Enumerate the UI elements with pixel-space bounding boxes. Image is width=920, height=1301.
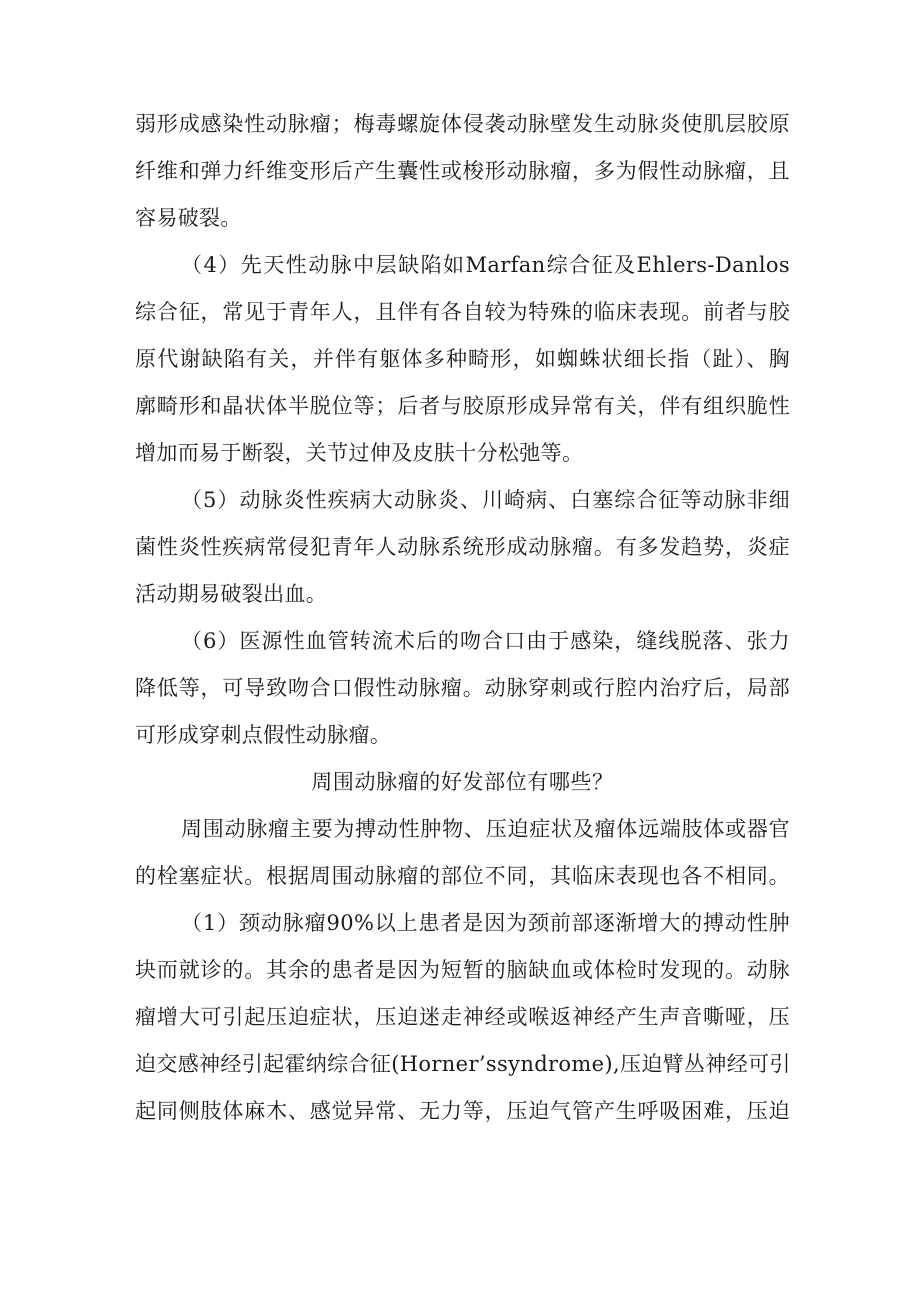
paragraph-6-line-1: （1）颈动脉瘤90%以上患者是因为颈前部逐渐增大的搏动性肿 xyxy=(181,911,790,935)
paragraph-1-line-3: 容易破裂。 xyxy=(135,206,242,230)
paragraph-6-line-4: 迫交感神经引起霍纳综合征(Horner’ssyndrome),压迫臂丛神经可引 xyxy=(135,1052,791,1076)
paragraph-1-line-2: 纤维和弹力纤维变形后产生囊性或梭形动脉瘤，多为假性动脉瘤，且 xyxy=(135,159,790,183)
paragraph-6-line-3: 瘤增大可引起压迫症状，压迫迷走神经或喉返神经产生声音嘶哑，压 xyxy=(135,1005,790,1029)
paragraph-2-line-2: 综合征，常见于青年人，且伴有各自较为特殊的临床表现。前者与胶 xyxy=(135,300,790,324)
paragraph-4-line-3: 可形成穿刺点假性动脉瘤。 xyxy=(135,723,392,747)
paragraph-2-line-3: 原代谢缺陷有关，并伴有躯体多种畸形，如蜘蛛状细长指（趾）、胸 xyxy=(135,347,790,371)
paragraph-3-line-2: 菌性炎性疾病常侵犯青年人动脉系统形成动脉瘤。有多发趋势，炎症 xyxy=(135,535,790,559)
paragraph-4-line-2: 降低等，可导致吻合口假性动脉瘤。动脉穿刺或行腔内治疗后，局部 xyxy=(135,676,790,700)
paragraph-2-line-1: （4）先天性动脉中层缺陷如Marfan综合征及Ehlers-Danlos xyxy=(181,253,790,277)
paragraph-6-line-5: 起同侧肢体麻木、感觉异常、无力等，压迫气管产生呼吸困难，压迫 xyxy=(135,1099,790,1123)
paragraph-3-line-3: 活动期易破裂出血。 xyxy=(135,582,328,606)
section-heading: 周围动脉瘤的好发部位有哪些？ xyxy=(311,770,614,794)
paragraph-5-line-2: 的栓塞症状。根据周围动脉瘤的部位不同，其临床表现也各不相同。 xyxy=(135,864,790,888)
paragraph-4-line-1: （6）医源性血管转流术后的吻合口由于感染，缝线脱落、张力 xyxy=(181,629,790,653)
paragraph-2-line-5: 增加而易于断裂，关节过伸及皮肤十分松弛等。 xyxy=(135,441,584,465)
paragraph-5-line-1: 周围动脉瘤主要为搏动性肿物、压迫症状及瘤体远端肢体或器官 xyxy=(181,817,790,841)
paragraph-2-line-4: 廓畸形和晶状体半脱位等；后者与胶原形成异常有关，伴有组织脆性 xyxy=(135,394,790,418)
paragraph-3-line-1: （5）动脉炎性疾病大动脉炎、川崎病、白塞综合征等动脉非细 xyxy=(181,488,790,512)
paragraph-6-line-2: 块而就诊的。其余的患者是因为短暂的脑缺血或体检时发现的。动脉 xyxy=(135,958,790,982)
paragraph-1-line-1: 弱形成感染性动脉瘤；梅毒螺旋体侵袭动脉壁发生动脉炎使肌层胶原 xyxy=(135,112,790,136)
